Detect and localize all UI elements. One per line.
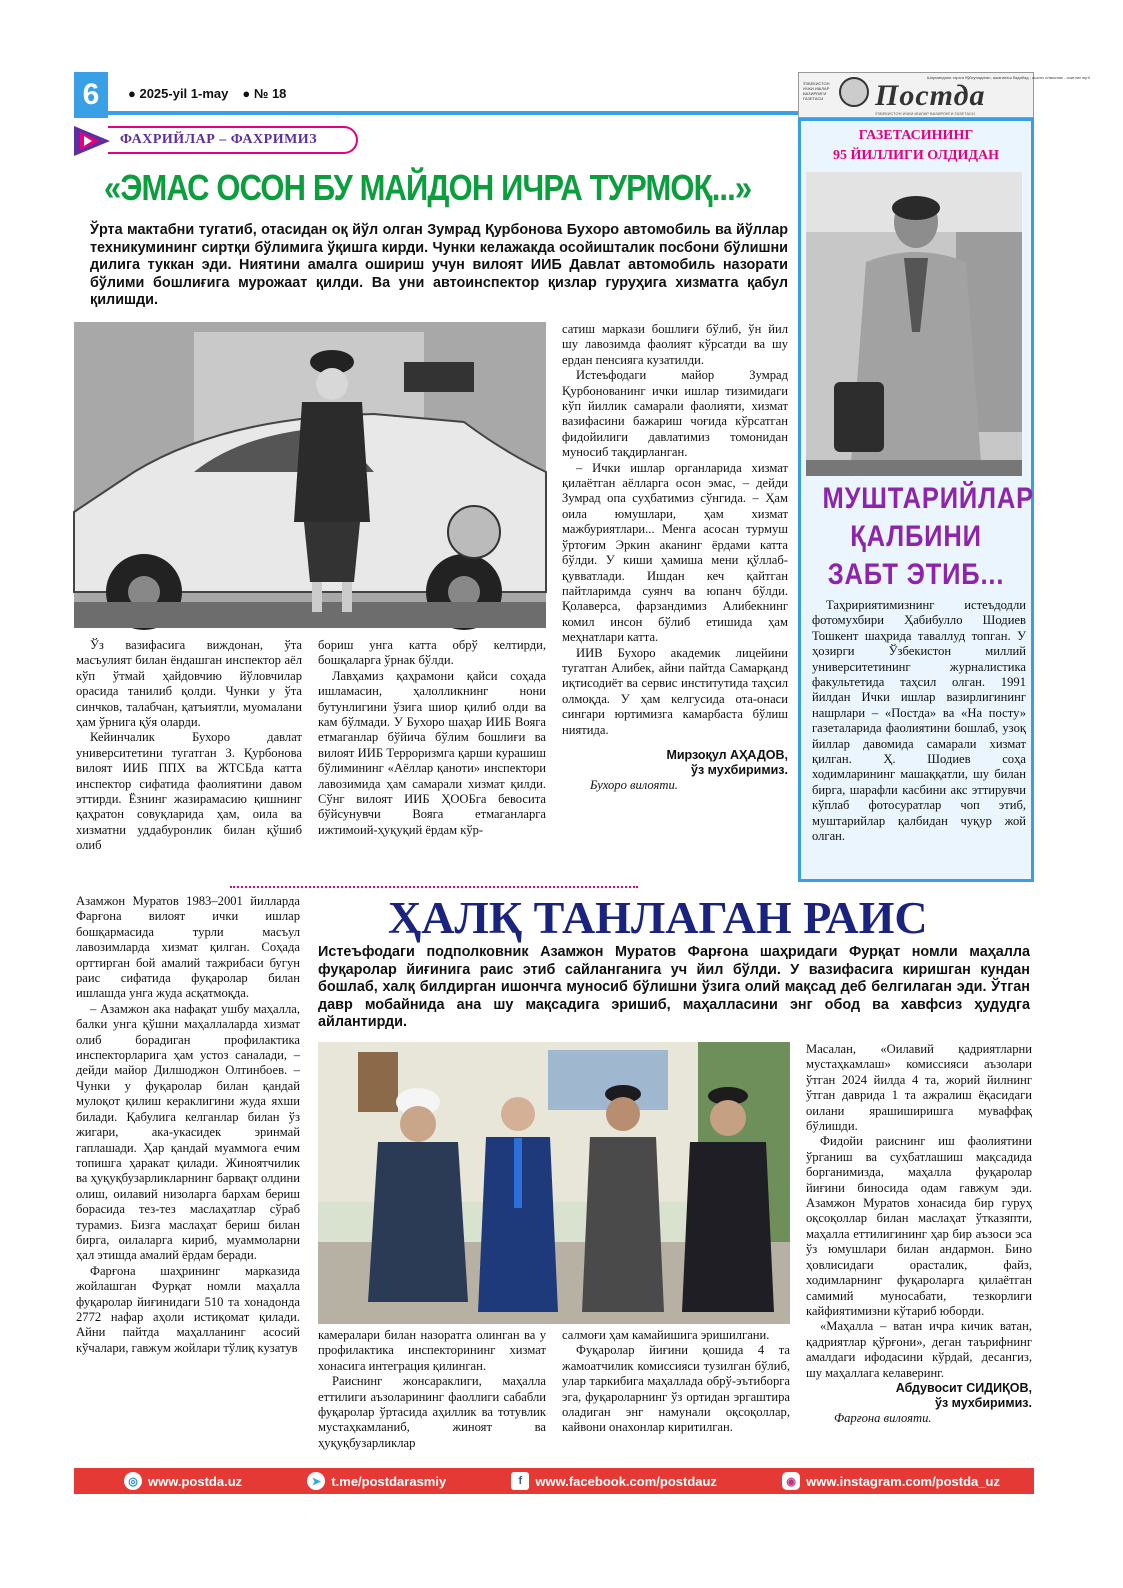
rubric-banner [108, 126, 358, 154]
issue-number: ● № 18 [242, 86, 287, 101]
sidebar-headline: МУШТАРИЙЛАР ҚАЛБИНИ ЗАБТ ЭТИБ... [822, 482, 1034, 591]
article1-col3-p2: Истеъфодаги майор Зумрад Қурбонованинг ички ишлар тизимидаги кўп йиллик самарали фаолияти, хизмат вазифасини бажариш чоғида кўрсатган фидойилиги давлатимиз томонидан муносиб тақдирланган. [562, 368, 788, 460]
article2-col2-p1: камералари билан назоратга олинган ва у профилактика инспекторининг хизмат хонасига интеграция қилинган. [318, 1328, 546, 1373]
article1-place: Бухоро вилояти. [590, 777, 678, 792]
header-rule [108, 111, 798, 115]
article1-author: Мирзоқул АҲАДОВ, [666, 747, 788, 762]
photo-photographer [806, 172, 1022, 476]
photo-inspector-car [74, 322, 546, 628]
globe-icon: ◎ [124, 1472, 142, 1490]
page-number: 6 [82, 78, 100, 111]
footer-facebook-label: www.facebook.com/postdauz [535, 1473, 717, 1489]
article2-col2-p2: Раиснинг жонсараклиги, маҳалла еттилиги аъзоларининг фаоллиги сабабли фуқаролар ўртасида аҳиллик ва тотувлик мустаҳкамланиб, жиноят ва ҳуқуқбузарликлар [318, 1374, 546, 1450]
footer-telegram-link[interactable] [307, 1472, 446, 1490]
masthead-logo: Постда [875, 79, 986, 112]
article2-author: Абдувосит СИДИҚОВ, [895, 1380, 1032, 1395]
facebook-icon: f [511, 1472, 529, 1490]
article2-col1-p3: Фарғона шаҳрининг марказида жойлашган Фурқат номли маҳалла фуқаролар йиғинидаги 510 та хонадонда 2772 нафар аҳоли истиқомат қилади. Айни пайтда маҳалланинг асосий кўчалари, гавжум жойлари тўлиқ кузатув [76, 1263, 300, 1355]
header-meta [128, 86, 286, 101]
sidebar-text: Таҳририятимизнинг истеъдодли фотомухбири Ҳабибулло Шодиев Тошкент шаҳрида таваллуд топган. У ҳозирги Ўзбекистон миллий университетининг журналистика факультетида таҳсил олган. 1991 йилдан Ички ишлар вазирлигининг нашрлари – «Постда» ва «На посту» газеталарида фаолиятини бошлаб, узоқ йиллар давомида самарали хизмат қилган. Ҳ. Шодиев соҳа ходимларининг машаққатли, шу билан бирга, шарафли касбини акс эттирувчи кўплаб фотосуратлар чоп этиб, муштарийлар қалбидан чуқур жой олган. [812, 598, 1026, 844]
article2-col2 [318, 1328, 546, 1462]
rubric-label: ФАХРИЙЛАР – ФАХРИМИЗ [120, 132, 318, 147]
spacer [562, 738, 788, 748]
article2-col4-p3: «Маҳалла – ватан ичра кичик ватан, қадриятлар қўрғони», деган таърифнинг амалдаги ифодасини кўрдай, десангиз, шу маҳаллага келаверинг. [806, 1319, 1032, 1380]
article1-col3-p1: сатиш маркази бошлиғи бўлиб, ўн йил шу лавозимда фаолият кўрсатди ва шу ердан пенсияга кузатилди. [562, 322, 788, 367]
instagram-icon: ◉ [782, 1472, 800, 1490]
article1-col3 [562, 322, 788, 878]
footer-instagram-label: www.instagram.com/postda_uz [806, 1473, 1000, 1489]
article1-author-role: ўз мухбиримиз. [691, 762, 788, 777]
telegram-icon: ➤ [307, 1472, 325, 1490]
article2-col3-p2: Фуқаролар йиғини қошида 4 та жамоатчилик комиссияси тузилган бўлиб, улар таркибига маҳаллада обрў-эътиборга эга, фуқароларнинг ўз ортидан эргаштира оладиган энг намунали оқсоқоллар, кайвони онахонлар киритилган. [562, 1343, 790, 1435]
article1-headline: «ЭМАС ОСОН БУ МАЙДОН ИЧРА ТУРМОҚ...» [104, 167, 752, 208]
article2-col4-p1: Масалан, «Оилавий қадриятларни мустаҳкамлаш» комиссияси аъзолари ўтган 2024 йилда 4 та, жорий йилнинг ўтган даврида 1 та ажралиш ёқасидаги оилани ярашиширишга муваффақ бўлишди. [806, 1042, 1032, 1134]
masthead [798, 72, 1091, 118]
article2-headline: ҲАЛҚ ТАНЛАГАН РАИС [388, 892, 928, 943]
sidebar-kicker-1: ГАЗЕТАСИНИНГ [858, 128, 974, 143]
article2-author-role: ўз мухбиримиз. [935, 1395, 1032, 1410]
footer-instagram-link[interactable] [782, 1472, 1000, 1490]
sidebar-kicker-2: 95 ЙИЛЛИГИ ОЛДИДАН [832, 148, 1000, 163]
article1-col3-p4: ИИВ Бухоро академик лицейини тугатган Алибек, айни пайтда Самарқанд иқтисодиёт ва сервис институтида таҳсил олмоқда. У ҳам келгусида ота-онаси сингари юртимизга камарбаста бўлиш ниятида. [562, 645, 788, 737]
issue-date: ● 2025-yil 1-may [128, 86, 229, 101]
footer-bar [74, 1468, 1034, 1494]
article1-col1-p1: Ўз вазифасига виждонан, ўта масъулият билан ёндашган инспектор аёл кўп ўтмай ҳайдовчию йўловчилар орасида танилиб қолди. Чунки у ўта синчков, талабчан, қатъиятли, муомалани ҳам ўрнига қўя оларди. [76, 638, 302, 730]
article1-col2-p1: бориш унга катта обрў келтирди, бошқаларга ўрнак бўлди. [318, 638, 546, 668]
article2-lead: Истеъфодаги подполковник Азамжон Муратов Фарғона шаҳридаги Фурқат номли маҳалла фуқаролар йиғинига раис этиб сайланганига уч йил бўлди. У вазифасига киришган кундан бошлаб, халқ билдирган ишончга муносиб бўлишни ўзига олий мақсад деб белгилаган эди. Ўтган давр мобайнида ана шу мақсадига эришиб, маҳалласини энг обод ва хавфсиз ҳудудга айлантирди. [318, 944, 1030, 1030]
footer-website-label: www.postda.uz [148, 1473, 243, 1489]
article1-col2-p2: Лавҳамиз қаҳрамони қайси соҳада ишламасин, ҳалолликнинг нони бутунлигини ўзига шиор қилиб олди ва кам бўлмади. У Бухоро шаҳар ИИБ Вояга етмаганлар бўйича бўлим бошлиғи ва вилоят ИИБ Терроризмга қарши курашиш бўлимининг «Аёллар қаноти» инспектори лавозимида ҳам самарали хизмат қилди. Сўнг вилоят ИИБ ҲООБга бевосита бўйсунувчи Вояга етмаганларга ижтимоий-ҳуқуқий ёрдам кўр- [318, 668, 546, 837]
footer-website-link[interactable] [124, 1472, 242, 1490]
article2-col4-p2: Фидойи раиснинг иш фаолиятини ўрганиш ва суҳбатлашиш мақсадида борганимизда, маҳалла фуқаролар йиғини биносида одам гавжум эди. Азамжон Муратов хонасида бир гуруҳ оқсоқоллар билан маслаҳат ўтказяпти, маҳалла еттилигининг ҳар бир аъзоси эса ўз юмушлари билан андармон. Бино ҳовлисидаги орасталик, файз, ходимларнинг фуқароларга қилаётган самимий муносабати, тезкорлиги кайфиятимизни кўтариб юборди. [806, 1134, 1032, 1318]
article2-col1 [76, 894, 300, 1460]
masthead-tagline: Шармандани тарзга бўйсунадиган, ашагинеш бадабад - ишонч олмаслик - ичиғлис юрт! [927, 75, 1091, 80]
masthead-small-text: ЎЗБЕКИСТОН ИЧКИ ИШЛАР ВАЗИРЛИГИ ГАЗЕТАСИ [803, 81, 830, 101]
article1-col3-p3: – Ички ишлар органларида хизмат қилаётган аёлларга осон эмас, – дейди Зумрад опа суҳбатимиз сўнгида. – Ҳам оила юмушлари, ҳам хизмат мажбуриятлари... Менга асосан турмуш ўртоғим Эркин аканинг ёрдами катта бўлди. У киши ҳамиша мени қўллаб-қувватлади. Ишдан кеч қайтган пайтларимда суянч ва юпанч бўлди. Қолаверса, фарзандимиз Алибекнинг комил инсон бўлиб етишида ҳам меҳнатлари катта. [562, 460, 788, 645]
page-number-tab [74, 72, 108, 118]
article2-col4 [806, 1042, 1032, 1464]
article1-lead: Ўрта мактабни тугатиб, отасидан оқ йўл олган Зумрад Қурбонова Бухоро автомобиль ва йўллар техникумининг сиртқи бўлимига ўқишга кирди. Чунки келажакда осойишталик посбони бўлишни дилига туккан эди. Ниятини амалга ошириш учун вилоят ИИБ Давлат автомобиль назорати бўлими бошлиғига мурожаат қилди. Ва уни автоинспектор қизлар гуруҳига хизматга қабул қилишди. [90, 222, 788, 308]
article2-col1-p1: Азамжон Муратов 1983–2001 йилларда Фарғона вилоят ички ишлар бошқармасида турли масъул лавозимларда хизмат қилган. Соҳада орттирган бой амалий тажрибаси бугун раис сифатида фуқаролар билан ишлашда унга жуда асқатмоқда. [76, 894, 300, 1001]
article2-col1-p2: – Азамжон ака нафақат ушбу маҳалла, балки унга қўшни маҳаллаларда хизмат олиб борадиган профилактика инспекторларига ҳам устоз саналади, – дейди майор Дилшоджон Олтинбоев. – Чунки у фуқаролар билан қандай мулоқот қилиш кераклигини жуда яхши билади. Қабулига келганлар билан ўз жигари, ака-укасидек эринмай гаплашади. Ҳар қандай муаммога ечим топишга ҳаракат қилади. Жиноятчилик ва ҳуқуқбузарликларнинг барвақт олдини олиш, оилавий низоларга бархам бериш борасида тез-тез маслаҳатлар сўраб турамиз. Бизга маслаҳат бериш билан бирга, оилаларга кириб, муаммоларни ҳал этишда амалий ёрдам беради. [76, 1001, 300, 1263]
masthead-subline: ЎЗБЕКИСТОН ИЧКИ ИШЛАР ВАЗИРЛИГИ ГАЗЕТАСИ [875, 111, 975, 116]
photo-chairman-elders [318, 1042, 790, 1324]
article2-col3 [562, 1328, 790, 1462]
footer-telegram-label: t.me/postdarasmiy [331, 1473, 447, 1489]
section-divider [230, 886, 638, 888]
article1-col1-p2: Кейинчалик Бухоро давлат университетини тугатган З. Қурбонова вилоят ИИБ ППХ ва ЖТСБда катта инспектор сифатида фаолиятини давом эттирди. Ёзнинг жазирамасию қишнинг қаҳратон совуқларида ҳам, оила ва хизматни уддабуронлик билан қўшиб олиб [76, 730, 302, 853]
footer-facebook-link[interactable] [511, 1472, 717, 1490]
masthead-emblem [839, 77, 869, 107]
article1-col1 [76, 638, 302, 878]
article2-col3-p1: салмоғи ҳам камайишига эришилгани. [562, 1328, 770, 1342]
article2-place: Фарғона вилояти. [834, 1410, 932, 1425]
article1-col2 [318, 638, 546, 878]
rubric-arrow-icon [72, 124, 112, 158]
